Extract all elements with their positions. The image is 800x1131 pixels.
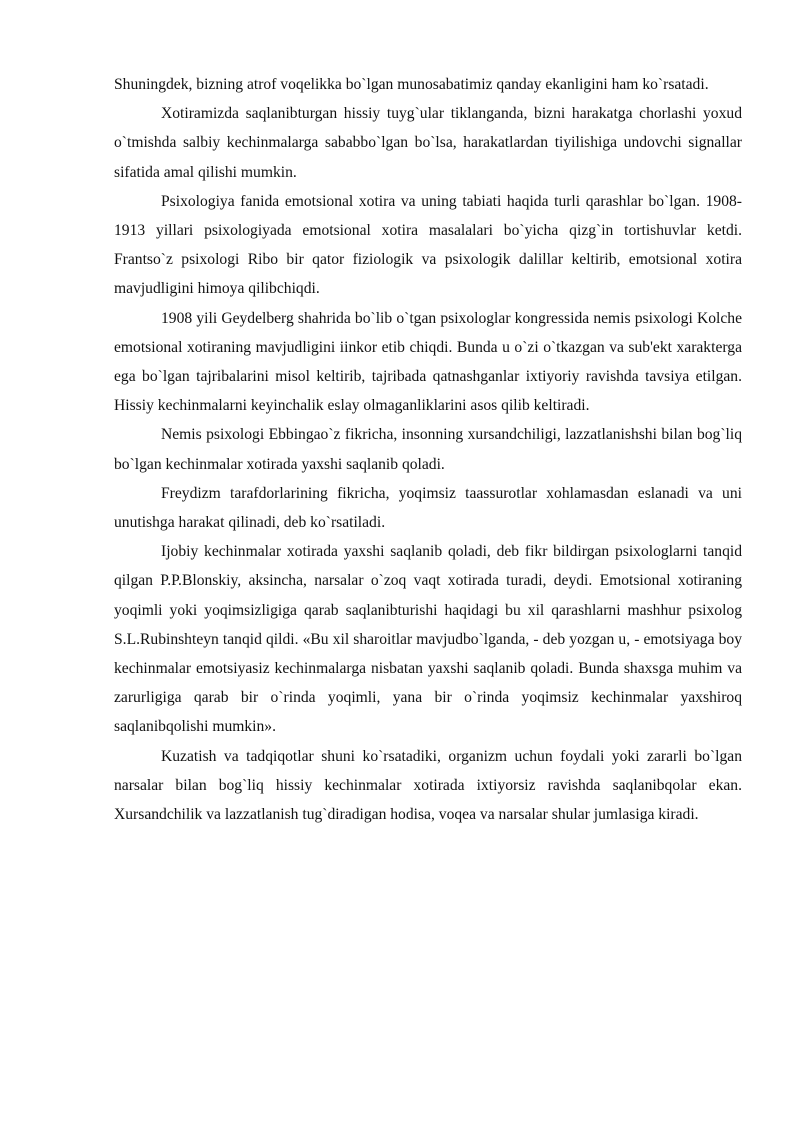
paragraph: 1908 yili Geydelberg shahrida bo`lib o`tgan psixologlar kongressida nemis psixologi Kolche emotsional xotiraning mavjudligini iinkor etib chiqdi. Bunda u o`zi o`tkazgan va sub'ekt xarakterga ega bo`lgan tajribalarini misol keltirib, tajribada qatnashganlar ixtiyoriy ravishda tavsiya etilgan. Hissiy kechinmalarni keyinchalik eslay olmaganliklarini asos qilib keltiradi. bbox=[114, 309, 742, 415]
paragraph: Freydizm tarafdorlarining fikricha, yoqimsiz taassurotlar xohlamasdan eslanadi va uni unutishga harakat qilinadi, deb ko`rsatiladi. bbox=[114, 484, 742, 532]
paragraph-continuation: Shuningdek, bizning atrof voqelikka bo`lgan munosabatimiz qanday ekanligini ham ko`rsatadi. bbox=[114, 76, 709, 93]
paragraph: Ijobiy kechinmalar xotirada yaxshi saqlanib qoladi, deb fikr bildirgan psixologlarni tanqid qilgan P.P.Blonskiy, aksincha, narsalar o`zoq vaqt xotirada turadi, deydi. Emotsional xotiraning yoqimli yoki yoqimsizligiga qarab saqlanibturishi haqidagi bu xil qarashlarni mashhur psixolog S.L.Rubinshteyn tanqid qildi. «Bu xil sharoitlar mavjudbo`lganda, - deb yozgan u, - emotsiyaga boy kechinmalar emotsiyasiz kechinmalarga nisbatan yaxshi saqlanib qoladi. Bunda shaxsga muhim va zarurligiga qarab bir o`rinda yoqimli, yana bir o`rinda yoqimsiz kechinmalar yaxshiroq saqlanibqolishi mumkin». bbox=[114, 543, 742, 736]
document-page bbox=[114, 70, 742, 829]
paragraph: Kuzatish va tadqiqotlar shuni ko`rsatadiki, organizm uchun foydali yoki zararli bo`lgan narsalar bilan bog`liq hissiy kechinmalar xotirada ixtiyorsiz ravishda saqlanibqolar ekan. Xursandchilik va lazzatlanish tug`diradigan hodisa, voqea va narsalar shular jumlasiga kiradi. bbox=[114, 747, 742, 824]
paragraph: Psixologiya fanida emotsional xotira va uning tabiati haqida turli qarashlar bo`lgan. 1908-1913 yillari psixologiyada emotsional xotira masalalari bo`yicha qizg`in tortishuvlar ketdi. Frantso`z psixologi Ribo bir qator fiziologik va psixologik dalillar keltirib, emotsional xotira mavjudligini himoya qilibchiqdi. bbox=[114, 192, 742, 298]
paragraph: Nemis psixologi Ebbingao`z fikricha, insonning xursandchiligi, lazzatlanishshi bilan bog`liq bo`lgan kechinmalar xotirada yaxshi saqlanib qoladi. bbox=[114, 426, 742, 473]
paragraph: Xotiramizda saqlanibturgan hissiy tuyg`ular tiklanganda, bizni harakatga chorlashi yoxud o`tmishda salbiy kechinmalarga sababbo`lgan bo`lsa, harakatlardan tiyilishiga undovchi signallar sifatida amal qilishi mumkin. bbox=[114, 105, 742, 181]
